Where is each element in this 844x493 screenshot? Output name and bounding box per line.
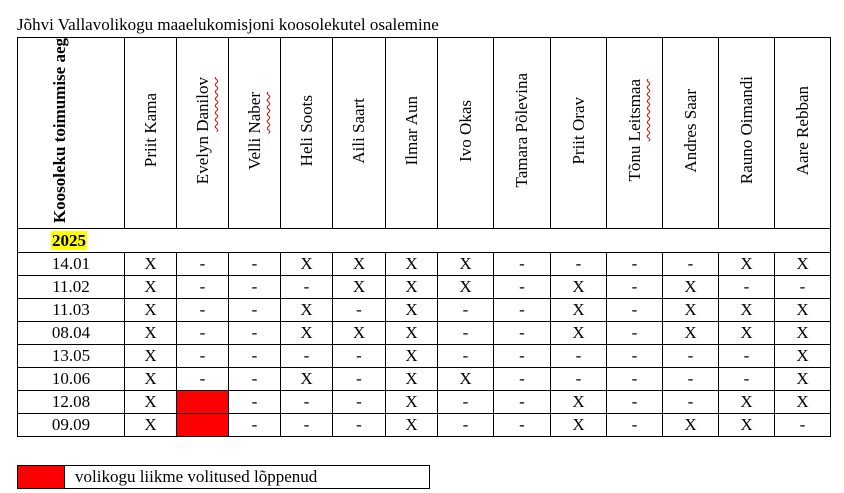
header-member [494, 38, 551, 229]
attendance-cell: X [386, 253, 438, 276]
meeting-date: 11.02 [18, 276, 125, 299]
attendance-cell: - [333, 414, 386, 437]
attendance-cell: - [229, 414, 281, 437]
attendance-cell: X [386, 368, 438, 391]
attendance-cell: - [663, 391, 719, 414]
attendance-cell: - [229, 368, 281, 391]
attendance-cell: - [438, 391, 494, 414]
attendance-cell: X [775, 299, 831, 322]
attendance-cell: - [438, 345, 494, 368]
legend-swatch [18, 466, 65, 488]
attendance-cell: - [607, 391, 663, 414]
attendance-cell: X [551, 391, 607, 414]
header-date-label: Koosoleku toimumise aeg [50, 38, 69, 224]
page-title: Jõhvi Vallavolikogu maaelukomisjoni koosolekutel osalemine [17, 15, 439, 34]
member-name: Andres Saar [680, 88, 700, 173]
attendance-cell: - [719, 368, 775, 391]
attendance-cell: - [775, 414, 831, 437]
attendance-cell: - [229, 253, 281, 276]
attendance-cell: - [663, 368, 719, 391]
attendance-cell: - [775, 276, 831, 299]
attendance-cell: X [125, 322, 177, 345]
year-row [18, 229, 831, 253]
attendance-cell: X [125, 276, 177, 299]
attendance-cell: X [333, 276, 386, 299]
attendance-cell: X [125, 253, 177, 276]
member-name: Ilmar Aun [401, 95, 421, 166]
meeting-date: 09.09 [18, 414, 125, 437]
table-row [18, 414, 831, 437]
table-row [18, 276, 831, 299]
table-row [18, 299, 831, 322]
header-member [177, 38, 229, 229]
attendance-cell: - [229, 391, 281, 414]
attendance-cell: - [494, 276, 551, 299]
mandate-ended-cell [177, 414, 229, 437]
member-name: Tõnu Leitsmaa [624, 79, 644, 182]
header-member [438, 38, 494, 229]
attendance-cell: X [719, 322, 775, 345]
meeting-date: 13.05 [18, 345, 125, 368]
header-member [125, 38, 177, 229]
attendance-cell: - [333, 391, 386, 414]
attendance-cell: X [719, 299, 775, 322]
attendance-cell: X [333, 322, 386, 345]
attendance-cell: - [551, 368, 607, 391]
attendance-cell: X [775, 391, 831, 414]
member-name: Velli Naber [244, 91, 264, 170]
table-row [18, 253, 831, 276]
attendance-cell: - [494, 322, 551, 345]
attendance-cell: - [607, 345, 663, 368]
attendance-cell: - [177, 322, 229, 345]
spellcheck-underline: Naber [244, 91, 264, 134]
attendance-cell: - [229, 345, 281, 368]
attendance-cell: - [607, 368, 663, 391]
attendance-cell: X [551, 276, 607, 299]
table-row [18, 345, 831, 368]
attendance-cell: X [281, 368, 333, 391]
header-member [229, 38, 281, 229]
header-date-column [18, 38, 125, 229]
header-member [333, 38, 386, 229]
header-member [663, 38, 719, 229]
attendance-cell: - [551, 253, 607, 276]
member-name: Heli Soots [296, 94, 316, 167]
member-name: Priit Kama [140, 93, 160, 168]
attendance-cell: X [775, 345, 831, 368]
attendance-cell: X [125, 368, 177, 391]
attendance-cell: - [177, 368, 229, 391]
attendance-cell: - [494, 345, 551, 368]
attendance-cell: X [719, 253, 775, 276]
header-row [18, 38, 831, 229]
attendance-cell: - [177, 253, 229, 276]
attendance-cell: - [607, 276, 663, 299]
attendance-cell: X [438, 253, 494, 276]
attendance-cell: - [177, 299, 229, 322]
member-name: Aare Rebban [792, 85, 812, 176]
attendance-cell: - [607, 299, 663, 322]
attendance-cell: X [663, 299, 719, 322]
attendance-cell: X [386, 414, 438, 437]
attendance-cell: - [281, 414, 333, 437]
attendance-table [17, 37, 831, 437]
attendance-cell: X [551, 414, 607, 437]
attendance-cell: - [281, 345, 333, 368]
attendance-cell: - [494, 368, 551, 391]
attendance-cell: X [719, 414, 775, 437]
member-name: Priit Orav [568, 96, 588, 165]
table-row [18, 368, 831, 391]
attendance-cell: - [281, 276, 333, 299]
attendance-cell: - [177, 276, 229, 299]
attendance-cell: X [125, 345, 177, 368]
attendance-cell: - [494, 299, 551, 322]
attendance-cell: X [719, 391, 775, 414]
year-cell [18, 229, 831, 253]
attendance-cell: X [386, 276, 438, 299]
attendance-cell: X [775, 368, 831, 391]
attendance-cell: X [125, 414, 177, 437]
attendance-cell: - [281, 391, 333, 414]
legend-label: volikogu liikme volitused lõppenud [75, 467, 318, 486]
member-name: Aili Saart [349, 97, 368, 164]
header-member [281, 38, 333, 229]
member-name: Rauno Oimandi [736, 76, 756, 185]
meeting-date: 11.03 [18, 299, 125, 322]
attendance-cell: - [333, 345, 386, 368]
spellcheck-underline: Danilov [192, 76, 212, 132]
attendance-cell: - [177, 345, 229, 368]
member-name: Evelyn Danilov [192, 76, 212, 185]
attendance-cell: X [775, 253, 831, 276]
attendance-cell: X [281, 253, 333, 276]
attendance-cell: X [438, 276, 494, 299]
attendance-cell: - [333, 368, 386, 391]
attendance-cell: - [229, 299, 281, 322]
attendance-cell: X [386, 345, 438, 368]
spellcheck-underline: Leitsmaa [624, 79, 644, 142]
mandate-ended-cell [177, 391, 229, 414]
attendance-cell: - [663, 345, 719, 368]
attendance-cell: X [775, 322, 831, 345]
header-member [551, 38, 607, 229]
attendance-cell: X [125, 391, 177, 414]
attendance-cell: X [333, 253, 386, 276]
meeting-date: 12.08 [18, 391, 125, 414]
attendance-cell: X [386, 391, 438, 414]
attendance-cell: X [551, 322, 607, 345]
attendance-cell: - [719, 345, 775, 368]
attendance-cell: - [494, 414, 551, 437]
meeting-date: 10.06 [18, 368, 125, 391]
header-member [775, 38, 831, 229]
attendance-cell: - [438, 299, 494, 322]
header-member [386, 38, 438, 229]
attendance-cell: X [663, 276, 719, 299]
attendance-cell: - [607, 253, 663, 276]
table-row [18, 391, 831, 414]
attendance-cell: X [386, 322, 438, 345]
attendance-cell: - [333, 299, 386, 322]
attendance-cell: - [229, 322, 281, 345]
attendance-cell: X [551, 299, 607, 322]
attendance-cell: X [386, 299, 438, 322]
header-member [607, 38, 663, 229]
attendance-cell: X [663, 414, 719, 437]
attendance-cell: - [438, 322, 494, 345]
meeting-date: 14.01 [18, 253, 125, 276]
attendance-cell: - [494, 391, 551, 414]
header-member [719, 38, 775, 229]
table-row [18, 322, 831, 345]
member-name: Tamara Põlevina [512, 73, 531, 188]
attendance-cell: - [719, 276, 775, 299]
attendance-cell: - [229, 276, 281, 299]
attendance-cell: X [281, 299, 333, 322]
attendance-cell: X [438, 368, 494, 391]
year-label: 2025 [52, 230, 86, 250]
attendance-cell: X [125, 299, 177, 322]
attendance-cell: - [607, 414, 663, 437]
attendance-cell: - [607, 322, 663, 345]
attendance-cell: - [551, 345, 607, 368]
attendance-cell: X [281, 322, 333, 345]
attendance-cell: - [438, 414, 494, 437]
attendance-cell: - [494, 253, 551, 276]
attendance-cell: - [663, 253, 719, 276]
legend [17, 465, 430, 489]
attendance-cell: X [663, 322, 719, 345]
meeting-date: 08.04 [18, 322, 125, 345]
member-name: Ivo Okas [455, 99, 475, 162]
